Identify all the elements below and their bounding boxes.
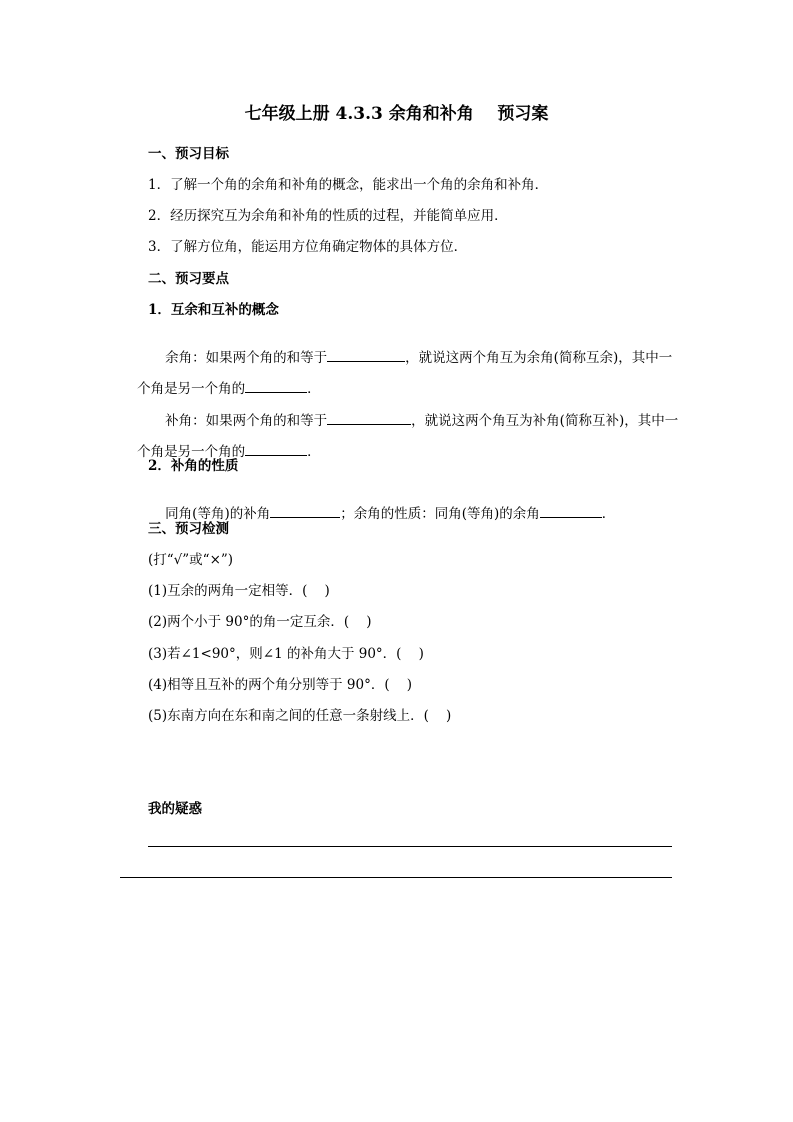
section-heading-objectives: 一、预习目标: [148, 146, 229, 162]
property-text-a: 同角(等角)的补角: [165, 506, 271, 523]
supplementary-text-b: ，就说这两个角互为补角(简称互补)，其中一: [411, 413, 679, 430]
complementary-name-blank[interactable]: [245, 380, 307, 393]
complement-property-blank[interactable]: [540, 505, 602, 518]
supplement-property-blank[interactable]: [270, 505, 340, 518]
check-instruction: (打“√”或“×”): [148, 552, 234, 568]
subheading-properties: 2．补角的性质: [148, 458, 239, 474]
complementary-text-a: 余角：如果两个角的和等于: [165, 350, 328, 367]
doubts-answer-line-1[interactable]: [148, 846, 672, 847]
objective-item-2: 2．经历探究互为余角和补角的性质的过程，并能简单应用．: [148, 208, 508, 224]
supplementary-sum-blank[interactable]: [327, 412, 411, 425]
complementary-text-b: ，就说这两个角互为余角(简称互余)，其中一: [405, 350, 673, 367]
section-heading-keypoints: 二、预习要点: [148, 271, 229, 287]
section-heading-check: 三、预习检测: [148, 521, 229, 537]
check-item-2[interactable]: (2)两个小于 90°的角一定互余．( ): [148, 614, 372, 630]
check-item-3[interactable]: (3)若∠1<90°，则∠1 的补角大于 90°．( ): [148, 646, 424, 662]
check-item-1[interactable]: (1)互余的两角一定相等．( ): [148, 583, 330, 599]
doubts-heading: 我的疑惑: [148, 801, 202, 817]
subheading-concepts: 1．互余和互补的概念: [148, 302, 279, 318]
objective-item-3: 3．了解方位角，能运用方位角确定物体的具体方位．: [148, 239, 468, 255]
doubts-answer-line-2[interactable]: [120, 877, 672, 878]
page-title: 七年级上册 4.3.3 余角和补角 预习案: [244, 104, 549, 124]
complementary-text-d: ．: [307, 381, 321, 398]
supplementary-text-c: 个角是另一个角的: [137, 444, 246, 461]
supplementary-name-blank[interactable]: [245, 443, 307, 456]
property-text-b: ；余角的性质：同角(等角)的余角: [340, 506, 540, 523]
objective-item-1: 1．了解一个角的余角和补角的概念，能求出一个角的余角和补角．: [148, 177, 549, 193]
complementary-sum-blank[interactable]: [327, 349, 405, 362]
check-item-5[interactable]: (5)东南方向在东和南之间的任意一条射线上．( ): [148, 708, 452, 724]
check-item-4[interactable]: (4)相等且互补的两个角分别等于 90°．( ): [148, 677, 413, 693]
property-text-c: ．: [601, 506, 616, 523]
complementary-text-c: 个角是另一个角的: [137, 381, 246, 398]
supplementary-text-a: 补角：如果两个角的和等于: [165, 413, 328, 430]
supplementary-text-d: ．: [307, 444, 321, 461]
